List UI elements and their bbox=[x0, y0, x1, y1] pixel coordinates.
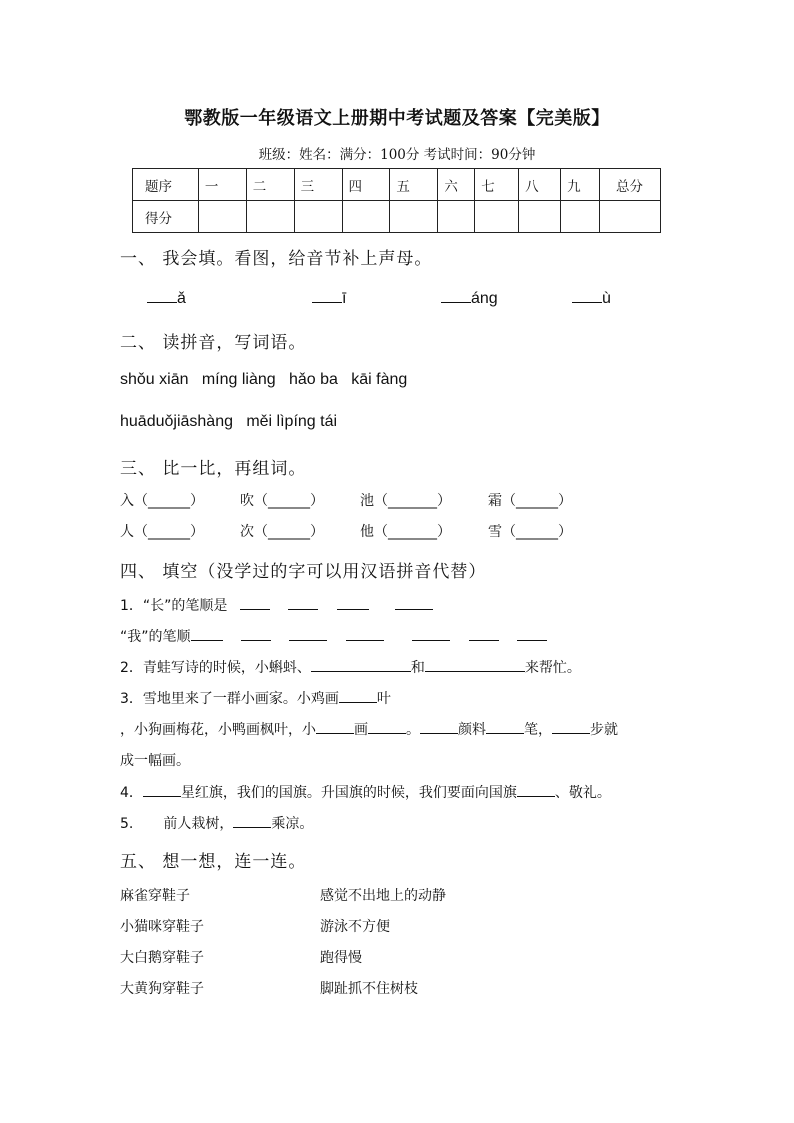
table-cell: 一 bbox=[198, 169, 246, 201]
score-input-cell[interactable] bbox=[246, 201, 294, 233]
score-input-cell[interactable] bbox=[519, 201, 561, 233]
score-input-cell[interactable] bbox=[438, 201, 475, 233]
pinyin-final: ù bbox=[602, 290, 611, 307]
pinyin-fill-item[interactable] bbox=[441, 288, 498, 308]
answer-blank[interactable] bbox=[486, 719, 524, 734]
pinyin-final: ī bbox=[342, 290, 347, 307]
question-text: 4． bbox=[120, 785, 143, 801]
pinyin-final: áng bbox=[471, 290, 498, 307]
pinyin-line: huāduǒjiāshàng měi lìpíng tái bbox=[120, 413, 338, 430]
score-input-cell[interactable] bbox=[294, 201, 342, 233]
answer-blank[interactable] bbox=[420, 719, 458, 734]
answer-blank[interactable] bbox=[395, 595, 433, 610]
answer-blank[interactable] bbox=[441, 288, 471, 303]
question-4-line bbox=[120, 782, 611, 802]
section-heading: 五、 想一想，连一连。 bbox=[120, 852, 307, 872]
table-row bbox=[133, 201, 661, 233]
word-group-item[interactable]: 池（_______） bbox=[360, 493, 451, 509]
question-text: 星红旗，我们的国旗。升国旗的时候，我们要面向国旗 bbox=[180, 785, 517, 801]
question-text: 、敬礼。 bbox=[554, 785, 611, 801]
question-text: 2．青蛙写诗的时候，小蝌蚪、 bbox=[120, 660, 311, 676]
answer-blank[interactable] bbox=[312, 288, 342, 303]
answer-blank[interactable] bbox=[311, 657, 411, 672]
question-text: 3．雪地里来了一群小画家。小鸡画 bbox=[120, 691, 339, 707]
table-cell: 六 bbox=[438, 169, 475, 201]
question-2-line bbox=[120, 657, 581, 677]
table-cell: 二 bbox=[246, 169, 294, 201]
question-3-line bbox=[120, 688, 391, 708]
answer-blank[interactable] bbox=[572, 288, 602, 303]
question-text: 5. bbox=[120, 816, 134, 832]
question-1-line bbox=[120, 595, 433, 615]
answer-blank[interactable] bbox=[147, 288, 177, 303]
section-heading: 二、 读拼音，写词语。 bbox=[120, 333, 307, 353]
question-text: 1．“长”的笔顺是 bbox=[120, 598, 228, 614]
answer-blank[interactable] bbox=[316, 719, 354, 734]
question-text: 来帮忙。 bbox=[524, 660, 581, 676]
answer-blank[interactable] bbox=[346, 626, 384, 641]
table-cell: 总分 bbox=[600, 169, 661, 201]
match-right-item[interactable]: 感觉不出地上的动静 bbox=[320, 888, 446, 904]
question-3-line bbox=[120, 719, 618, 739]
question-text: ，小狗画梅花，小鸭画枫叶，小 bbox=[120, 722, 316, 738]
word-group-item[interactable]: 吹（______） bbox=[240, 493, 324, 509]
question-text: 和 bbox=[410, 660, 425, 676]
section-heading: 一、 我会填。看图，给音节补上声母。 bbox=[120, 249, 433, 269]
question-text: 乘凉。 bbox=[271, 816, 314, 832]
answer-blank[interactable] bbox=[337, 595, 369, 610]
pinyin-final: ǎ bbox=[177, 290, 186, 307]
question-3-line: 成一幅画。 bbox=[120, 753, 190, 769]
score-input-cell[interactable] bbox=[198, 201, 246, 233]
answer-blank[interactable] bbox=[191, 626, 223, 641]
match-right-item[interactable]: 脚趾抓不住树枝 bbox=[320, 981, 418, 997]
answer-blank[interactable] bbox=[469, 626, 499, 641]
score-table bbox=[132, 168, 661, 233]
score-input-cell[interactable] bbox=[600, 201, 661, 233]
score-input-cell[interactable] bbox=[475, 201, 519, 233]
table-cell: 七 bbox=[475, 169, 519, 201]
table-cell: 题序 bbox=[133, 169, 199, 201]
word-group-item[interactable]: 入（______） bbox=[120, 493, 204, 509]
score-input-cell[interactable] bbox=[390, 201, 438, 233]
answer-blank[interactable] bbox=[240, 595, 270, 610]
question-text: 步就 bbox=[590, 722, 618, 738]
answer-blank[interactable] bbox=[143, 782, 181, 797]
table-cell: 九 bbox=[561, 169, 600, 201]
match-left-item[interactable]: 小猫咪穿鞋子 bbox=[120, 919, 204, 935]
pinyin-line: shǒu xiān míng liàng hǎo ba kāi fàng bbox=[120, 371, 408, 388]
score-input-cell[interactable] bbox=[561, 201, 600, 233]
answer-blank[interactable] bbox=[233, 813, 271, 828]
exam-info: 班级：姓名：满分：100分 考试时间：90分钟 bbox=[258, 147, 536, 163]
score-input-cell[interactable] bbox=[342, 201, 390, 233]
question-text: 前人栽树， bbox=[163, 816, 234, 832]
answer-blank[interactable] bbox=[517, 782, 555, 797]
question-text: 叶 bbox=[376, 691, 391, 707]
word-group-item[interactable]: 他（_______） bbox=[360, 524, 451, 540]
question-text: 画 bbox=[354, 722, 368, 738]
answer-blank[interactable] bbox=[517, 626, 547, 641]
word-group-item[interactable]: 雪（______） bbox=[488, 524, 572, 540]
answer-blank[interactable] bbox=[288, 595, 318, 610]
table-cell: 四 bbox=[342, 169, 390, 201]
match-right-item[interactable]: 跑得慢 bbox=[320, 950, 362, 966]
page-title: 鄂教版一年级语文上册期中考试题及答案【完美版】 bbox=[184, 108, 610, 129]
question-text: “我”的笔顺 bbox=[120, 629, 191, 645]
pinyin-fill-item[interactable] bbox=[147, 288, 186, 308]
match-left-item[interactable]: 大白鹅穿鞋子 bbox=[120, 950, 204, 966]
question-text: 颜料 bbox=[458, 722, 486, 738]
pinyin-fill-item[interactable] bbox=[572, 288, 611, 308]
word-group-item[interactable]: 霜（______） bbox=[488, 493, 572, 509]
table-cell: 八 bbox=[519, 169, 561, 201]
match-right-item[interactable]: 游泳不方便 bbox=[320, 919, 390, 935]
question-1-line bbox=[120, 626, 547, 646]
section-heading: 四、 填空（没学过的字可以用汉语拼音代替） bbox=[120, 562, 487, 582]
question-5-line bbox=[120, 813, 313, 833]
answer-blank[interactable] bbox=[552, 719, 590, 734]
table-row bbox=[133, 169, 661, 201]
answer-blank[interactable] bbox=[241, 626, 271, 641]
answer-blank[interactable] bbox=[289, 626, 327, 641]
answer-blank[interactable] bbox=[339, 688, 377, 703]
question-text: 。 bbox=[406, 722, 420, 738]
match-left-item[interactable]: 大黄狗穿鞋子 bbox=[120, 981, 204, 997]
answer-blank[interactable] bbox=[368, 719, 406, 734]
answer-blank[interactable] bbox=[425, 657, 525, 672]
answer-blank[interactable] bbox=[412, 626, 450, 641]
word-group-item[interactable]: 次（______） bbox=[240, 524, 324, 540]
question-text: 笔， bbox=[524, 722, 552, 738]
table-cell: 三 bbox=[294, 169, 342, 201]
word-group-item[interactable]: 人（______） bbox=[120, 524, 204, 540]
section-heading: 三、 比一比，再组词。 bbox=[120, 459, 307, 479]
table-cell: 得分 bbox=[133, 201, 199, 233]
match-left-item[interactable]: 麻雀穿鞋子 bbox=[120, 888, 190, 904]
table-cell: 五 bbox=[390, 169, 438, 201]
pinyin-fill-item[interactable] bbox=[312, 288, 346, 308]
